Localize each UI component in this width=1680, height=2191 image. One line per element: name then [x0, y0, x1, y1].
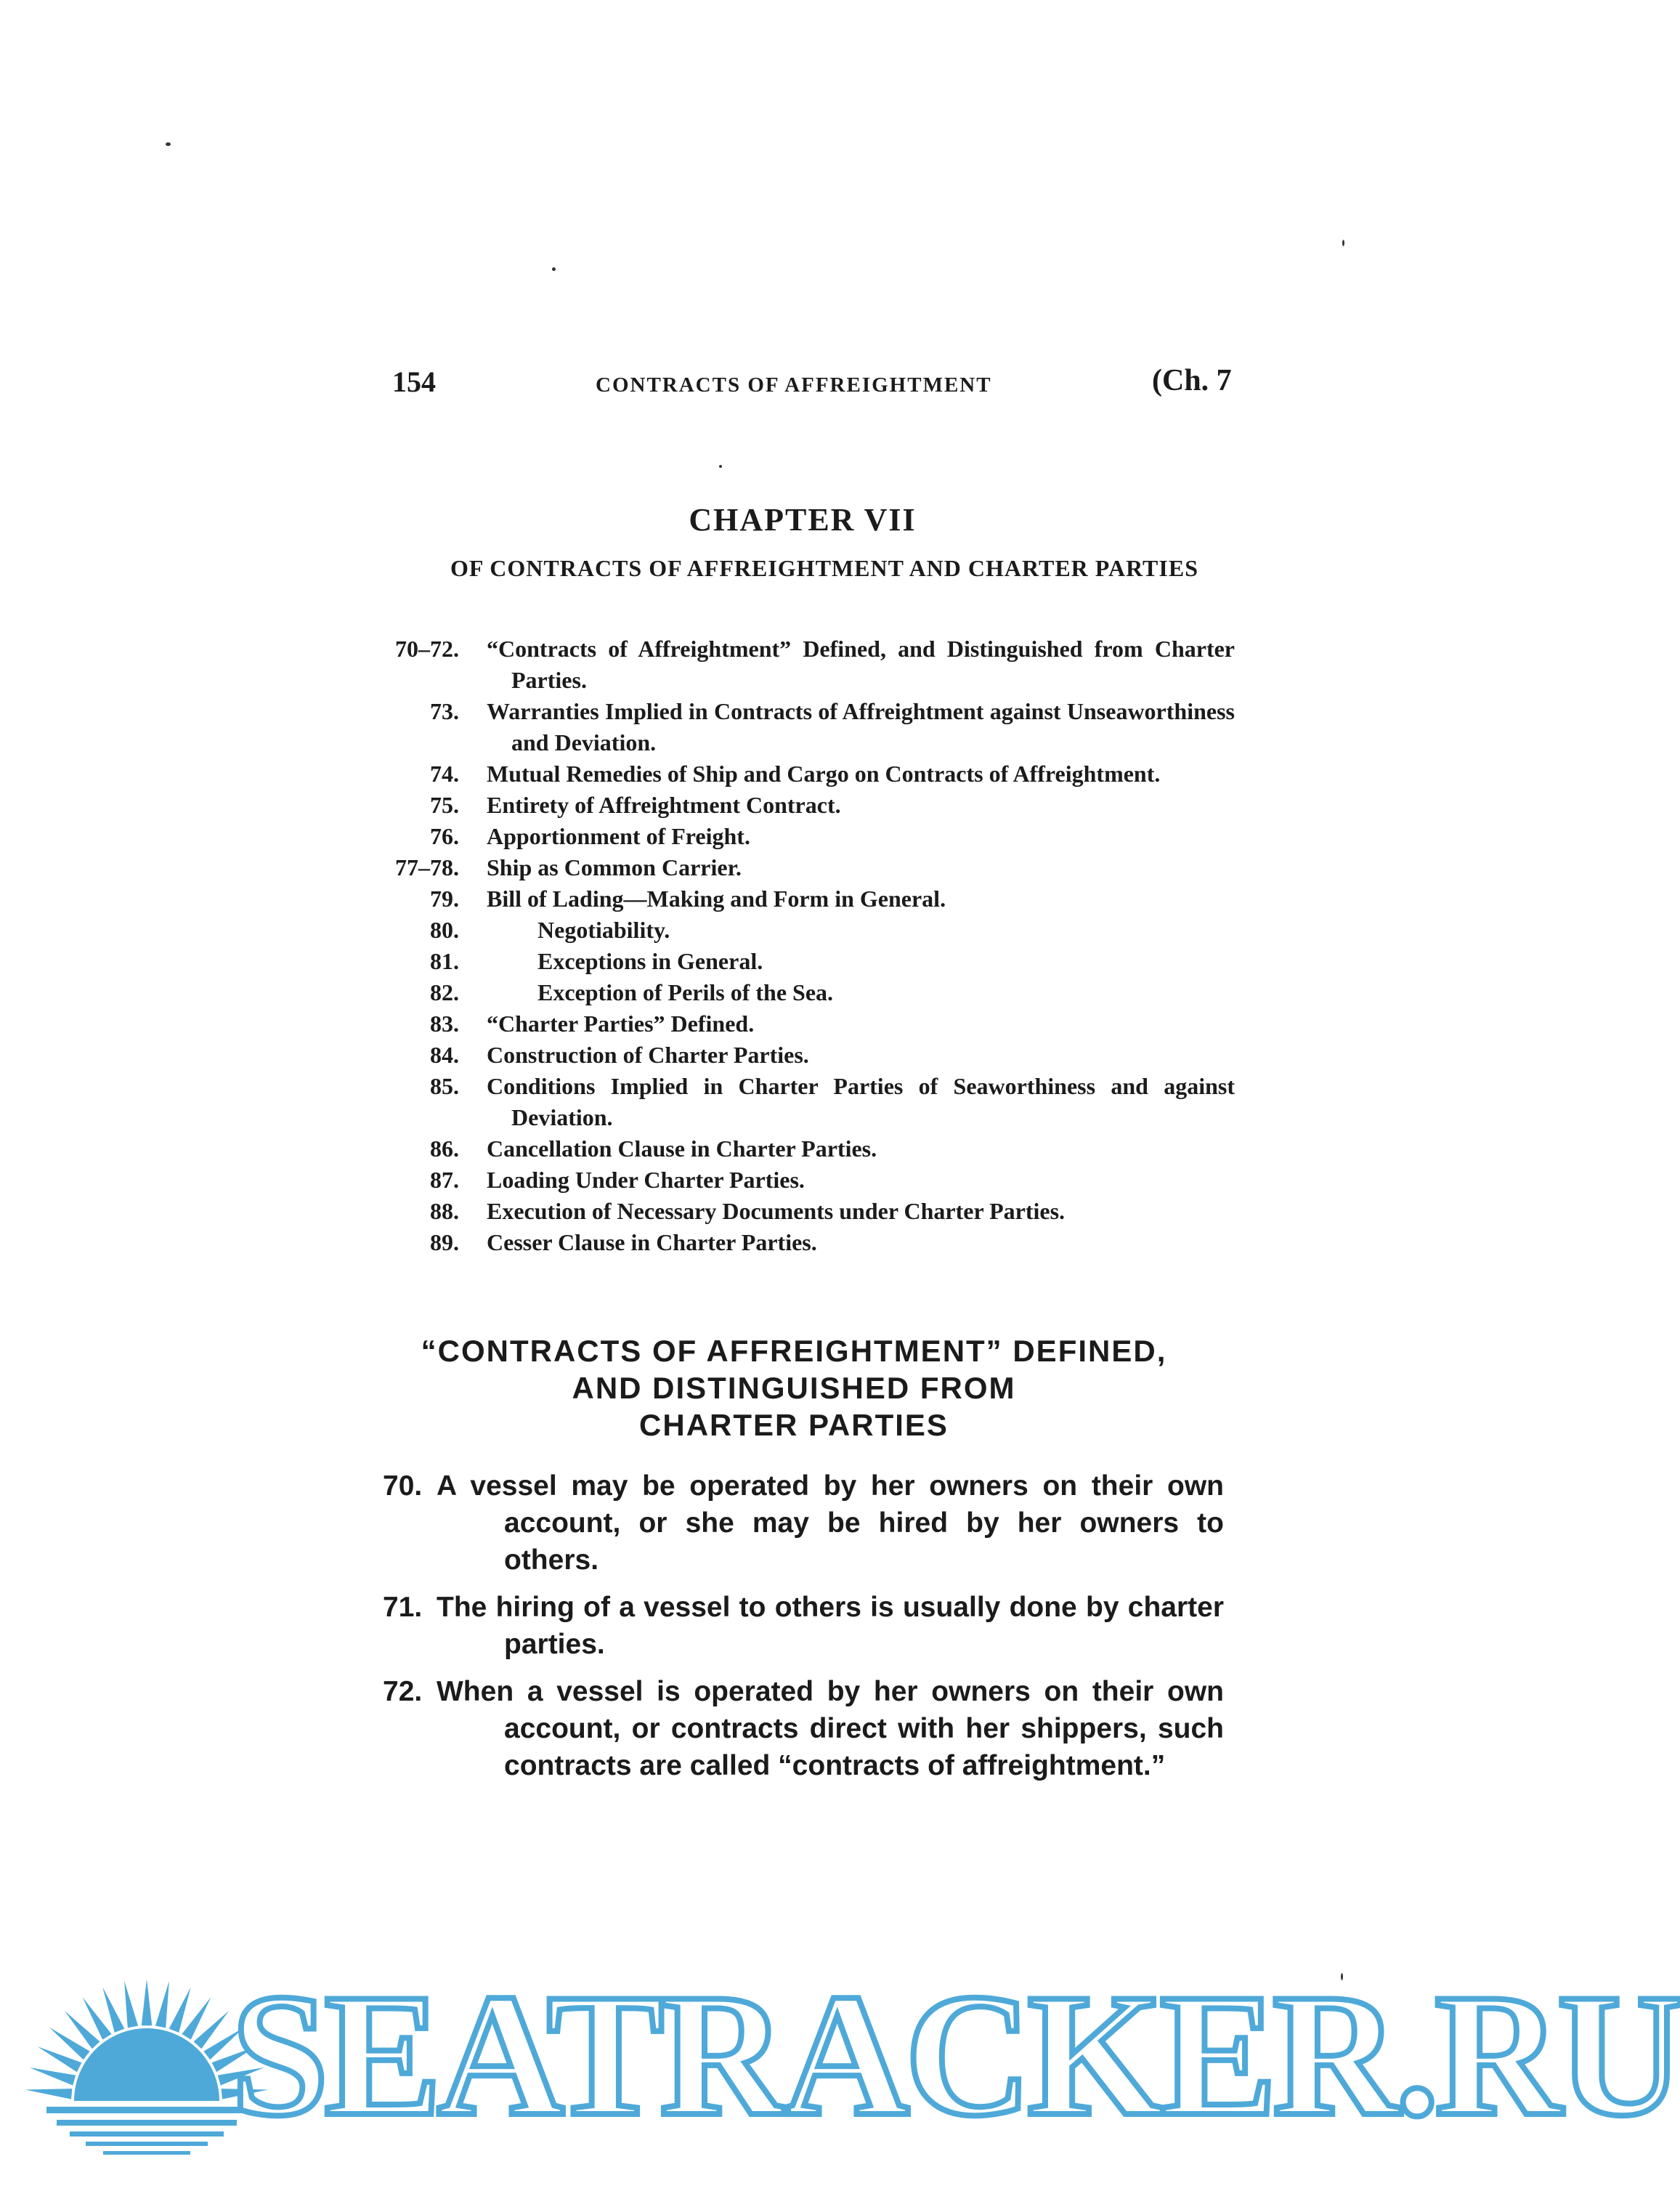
toc-entry [378, 977, 1235, 1008]
section-heading-line: CHARTER PARTIES [639, 1408, 949, 1442]
toc-entry [378, 790, 1235, 821]
toc-entry [378, 883, 1235, 915]
toc-entry-number: 86. [430, 1135, 459, 1162]
toc-entry [378, 1071, 1235, 1133]
sun-logo-icon [32, 1973, 261, 2184]
toc-entry [378, 915, 1235, 946]
paragraph-text: A vessel may be operated by her owners on their own account, or she may be hired by her owners to others. [437, 1470, 1224, 1576]
toc-entry-title: Bill of Lading—Making and Form in General. [487, 886, 946, 912]
toc-entry [378, 1227, 1235, 1258]
toc-entry-number: 88. [430, 1198, 459, 1224]
toc-entry-number: 75. [430, 792, 459, 818]
chapter-title: CHAPTER VII [689, 502, 917, 538]
toc-entry-title: “Charter Parties” Defined. [487, 1011, 755, 1037]
toc-entry-title: Apportionment of Freight. [487, 823, 750, 849]
section-heading-line: “CONTRACTS OF AFFREIGHTMENT” DEFINED, [421, 1334, 1167, 1368]
toc-entry-title: Cesser Clause in Charter Parties. [487, 1229, 817, 1255]
toc-entry-title: Exception of Perils of the Sea. [537, 979, 834, 1005]
toc-entry [378, 1165, 1235, 1196]
toc-entry [378, 1196, 1235, 1227]
toc-entry-number: 81. [430, 948, 459, 974]
scan-speck [719, 465, 722, 468]
toc-entry-title: Negotiability. [537, 917, 670, 943]
sun-ray [142, 1979, 153, 2025]
toc-entry [378, 946, 1235, 977]
paragraph-number: 72. [383, 1676, 423, 1707]
numbered-paragraph [383, 1673, 1224, 1784]
toc-entry-title: Loading Under Charter Parties. [487, 1167, 805, 1193]
paragraph-text: When a vessel is operated by her owners on their own account, or contracts direct with her shippers, such contracts are called “contracts of affreightment.” [437, 1676, 1224, 1781]
toc-entry [378, 821, 1235, 852]
toc-entry-title: Construction of Charter Parties. [487, 1042, 809, 1068]
paragraph-text: The hiring of a vessel to others is usually done by charter parties. [437, 1592, 1224, 1660]
numbered-paragraph [383, 1589, 1224, 1663]
toc-entry-number: 80. [430, 917, 459, 943]
toc-entry [378, 1008, 1235, 1040]
toc-entry-number: 83. [430, 1011, 459, 1037]
watermark-text: SEATRACKER.RU [231, 1958, 1680, 2152]
numbered-paragraph [383, 1467, 1224, 1579]
toc-entry-number: 87. [430, 1167, 459, 1193]
toc-entry [378, 1040, 1235, 1071]
section-body [383, 1467, 1224, 1794]
toc-entry-number: 76. [430, 823, 459, 849]
toc-entry [378, 633, 1235, 696]
running-title: CONTRACTS OF AFFREIGHTMENT [596, 373, 992, 397]
toc-entry-number: 73. [430, 698, 459, 724]
sun-ray [155, 1981, 169, 2028]
toc-entry-title: Ship as Common Carrier. [487, 854, 742, 880]
toc-entry-title: Conditions Implied in Charter Parties of Seaworthiness and against Deviation. [487, 1073, 1235, 1130]
toc-entry-title: Cancellation Clause in Charter Parties. [487, 1135, 877, 1162]
toc-entry-title: Execution of Necessary Documents under Charter Parties. [487, 1198, 1066, 1224]
toc-entry-number: 84. [430, 1042, 459, 1068]
toc-entry-number: 74. [430, 761, 459, 787]
paragraph-number: 71. [383, 1592, 423, 1623]
scan-speck [166, 142, 171, 146]
paragraph-number: 70. [383, 1470, 423, 1502]
toc-entry-title: Exceptions in General. [537, 948, 763, 974]
toc-entry-title: Mutual Remedies of Ship and Cargo on Contracts of Affreightment. [487, 761, 1161, 787]
sun-ray [25, 2089, 73, 2099]
page-number: 154 [392, 365, 436, 398]
toc-entry-number: 79. [430, 886, 459, 912]
sun-ray [124, 1981, 138, 2028]
table-of-contents [378, 633, 1235, 1258]
toc-entry-title: Warranties Implied in Contracts of Affreightment against Unseaworthiness and Deviation. [487, 698, 1235, 756]
sun-ray [102, 1987, 124, 2033]
scan-speck [1342, 240, 1344, 246]
sun-ray [169, 1987, 191, 2033]
toc-entry-number: 82. [430, 979, 459, 1005]
toc-entry [378, 1133, 1235, 1165]
toc-entry-number: 89. [430, 1229, 459, 1255]
toc-entry-number: 70–72. [395, 636, 459, 662]
toc-entry-title: Entirety of Affreightment Contract. [487, 792, 841, 818]
toc-entry-title: “Contracts of Affreightment” Defined, and Distinguished from Charter Parties. [487, 636, 1235, 693]
section-heading-line: AND DISTINGUISHED FROM [572, 1371, 1016, 1405]
toc-entry [378, 758, 1235, 790]
scan-speck [552, 267, 556, 271]
toc-entry [378, 852, 1235, 883]
toc-entry-number: 77–78. [395, 854, 459, 880]
chapter-reference: (Ch. 7 [1152, 364, 1232, 397]
toc-entry-number: 85. [430, 1073, 459, 1099]
section-heading [349, 1332, 1239, 1443]
sun-ray [29, 2068, 76, 2086]
chapter-subtitle: OF CONTRACTS OF AFFREIGHTMENT AND CHARTER PARTIES [450, 555, 1198, 581]
watermark-stripe [261, 2083, 1460, 2171]
toc-entry [378, 696, 1235, 758]
